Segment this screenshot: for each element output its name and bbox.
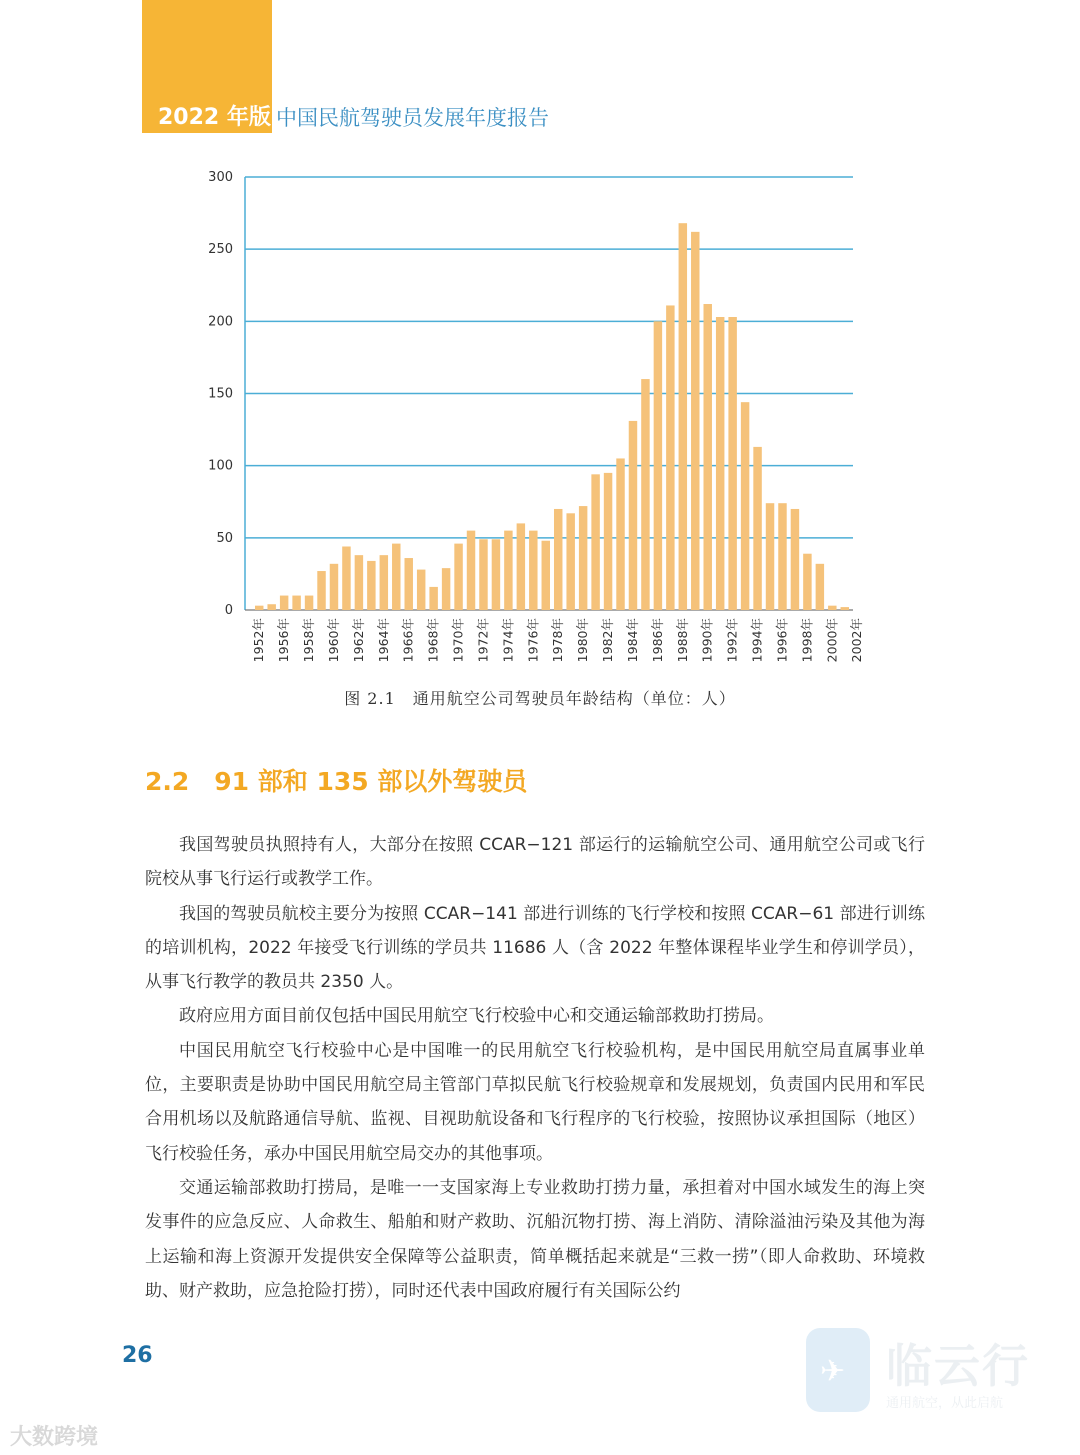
bar bbox=[828, 606, 836, 610]
watermark-logo bbox=[806, 1328, 1046, 1418]
y-tick-label: 0 bbox=[224, 603, 233, 618]
bar bbox=[442, 568, 450, 610]
x-tick-label: 2000年 bbox=[824, 618, 840, 663]
bar bbox=[255, 606, 263, 610]
bar bbox=[305, 596, 313, 610]
bar bbox=[579, 506, 587, 610]
x-tick-label: 1984年 bbox=[624, 618, 640, 663]
x-tick-label: 1962年 bbox=[350, 618, 366, 663]
edition-label: 2022 年版 bbox=[158, 105, 271, 130]
bar bbox=[367, 561, 375, 610]
x-tick-label: 2002年 bbox=[849, 618, 865, 663]
bar bbox=[604, 473, 612, 610]
y-tick-label: 50 bbox=[216, 530, 233, 546]
y-tick-label: 150 bbox=[208, 386, 233, 402]
bar bbox=[280, 596, 288, 610]
bar bbox=[791, 509, 799, 610]
bar bbox=[716, 317, 724, 610]
x-tick-label: 1960年 bbox=[325, 618, 341, 663]
section-heading: 2.2 91 部和 135 部以外驾驶员 bbox=[145, 767, 528, 796]
y-tick-label: 100 bbox=[208, 458, 233, 474]
x-tick-label: 1978年 bbox=[550, 618, 566, 663]
paragraph: 政府应用方面目前仅包括中国民用航空飞行校验中心和交通运输部救助打捞局。 bbox=[179, 1006, 774, 1027]
x-tick-label: 1996年 bbox=[774, 618, 790, 663]
bar bbox=[554, 509, 562, 610]
paragraph: 交通运输部救助打捞局，是唯一一支国家海上专业救助打捞力量，承担着对中国水域发生的海上突发事件的应急反应、人命救生、船舶和财产救助、沉船沉物打捞、海上消防、清除溢油污染及其他为海上运输和海上资源开发提供安全保障等公益职责，简单概括起来就是“三救一捞”（即人命救助、环境救助、财产救助，应急抢险打捞），同时还代表中国政府履行有关国际公约 bbox=[145, 1177, 925, 1301]
x-tick-label: 1998年 bbox=[799, 618, 815, 663]
bar bbox=[566, 513, 574, 610]
x-tick-label: 1980年 bbox=[575, 618, 591, 663]
bar bbox=[841, 607, 849, 610]
age-structure-bar-chart bbox=[190, 160, 870, 670]
x-tick-label: 1956年 bbox=[276, 618, 292, 663]
bar bbox=[380, 555, 388, 610]
x-tick-label: 1952年 bbox=[251, 618, 267, 663]
bar bbox=[342, 546, 350, 610]
bar bbox=[616, 458, 624, 610]
bar bbox=[591, 474, 599, 610]
x-tick-label: 1966年 bbox=[400, 618, 416, 663]
airplane-icon: ✈ bbox=[820, 1354, 846, 1389]
bar bbox=[803, 554, 811, 610]
bar bbox=[703, 304, 711, 610]
bar bbox=[654, 321, 662, 610]
bar bbox=[542, 541, 550, 610]
bar bbox=[728, 317, 736, 610]
paragraph: 我国驾驶员执照持有人，大部分在按照 CCAR−121 部运行的运输航空公司、通用航空公司或飞行院校从事飞行运行或教学工作。 bbox=[145, 835, 925, 890]
bar bbox=[766, 503, 774, 610]
x-tick-label: 1976年 bbox=[525, 618, 541, 663]
bar bbox=[317, 571, 325, 610]
airplane-logo-icon bbox=[806, 1328, 870, 1412]
bar bbox=[641, 379, 649, 610]
paragraph: 中国民用航空飞行校验中心是中国唯一的民用航空飞行校验机构，是中国民用航空局直属事业单位，主要职责是协助中国民用航空局主管部门草拟民航飞行校验规章和发展规划，负责国内民用和军民合用机场以及航路通信导航、监视、目视助航设备和飞行程序的飞行校验，按照协议承担国际（地区）飞行校验任务，承办中国民用航空局交办的其他事项。 bbox=[145, 1040, 925, 1164]
x-tick-label: 1958年 bbox=[301, 618, 317, 663]
bar bbox=[467, 531, 475, 610]
bar bbox=[517, 523, 525, 610]
x-tick-label: 1988年 bbox=[674, 618, 690, 663]
x-tick-label: 1982年 bbox=[600, 618, 616, 663]
y-tick-label: 250 bbox=[208, 242, 233, 258]
x-tick-label: 1986年 bbox=[649, 618, 665, 663]
bar bbox=[629, 421, 637, 610]
x-tick-label: 1974年 bbox=[500, 618, 516, 663]
page-number: 26 bbox=[122, 1343, 153, 1368]
bar bbox=[504, 531, 512, 610]
report-title: 中国民航驾驶员发展年度报告 bbox=[276, 106, 549, 130]
figure-caption: 图 2.1 通用航空公司驾驶员年龄结构（单位：人） bbox=[344, 689, 736, 708]
x-tick-label: 1992年 bbox=[724, 618, 740, 663]
bar bbox=[492, 539, 500, 610]
bar bbox=[404, 558, 412, 610]
bar bbox=[753, 447, 761, 610]
bar bbox=[778, 503, 786, 610]
paragraph: 我国的驾驶员航校主要分为按照 CCAR−141 部进行训练的飞行学校和按照 CCAR−61 部进行训练的培训机构，2022 年接受飞行训练的学员共 11686 人（含 2022 年整体课程毕业学生和停训学员），从事飞行教学的教员共 2350 人。 bbox=[145, 903, 925, 993]
bar bbox=[267, 604, 275, 610]
watermark-left-text: 大数跨境 bbox=[10, 1425, 99, 1450]
x-tick-label: 1968年 bbox=[425, 618, 441, 663]
bar bbox=[479, 539, 487, 610]
bar bbox=[691, 232, 699, 610]
x-tick-label: 1994年 bbox=[749, 618, 765, 663]
y-tick-label: 200 bbox=[208, 314, 233, 330]
bar bbox=[741, 402, 749, 610]
bar bbox=[679, 223, 687, 610]
y-tick-label: 300 bbox=[208, 170, 233, 185]
bar bbox=[292, 596, 300, 610]
x-tick-label: 1970年 bbox=[450, 618, 466, 663]
x-tick-label: 1964年 bbox=[375, 618, 391, 663]
bar bbox=[454, 544, 462, 610]
bar bbox=[666, 305, 674, 610]
body-text bbox=[145, 828, 925, 1308]
x-tick-label: 1990年 bbox=[699, 618, 715, 663]
bar bbox=[429, 587, 437, 610]
watermark-subtext: 通用航空，从此启航 bbox=[886, 1396, 1004, 1411]
watermark-text: 临云行 bbox=[886, 1339, 1030, 1393]
x-tick-label: 1972年 bbox=[475, 618, 491, 663]
bar bbox=[392, 544, 400, 610]
bar bbox=[330, 564, 338, 610]
bar bbox=[816, 564, 824, 610]
bar bbox=[417, 570, 425, 610]
bar bbox=[355, 555, 363, 610]
bar bbox=[529, 531, 537, 610]
